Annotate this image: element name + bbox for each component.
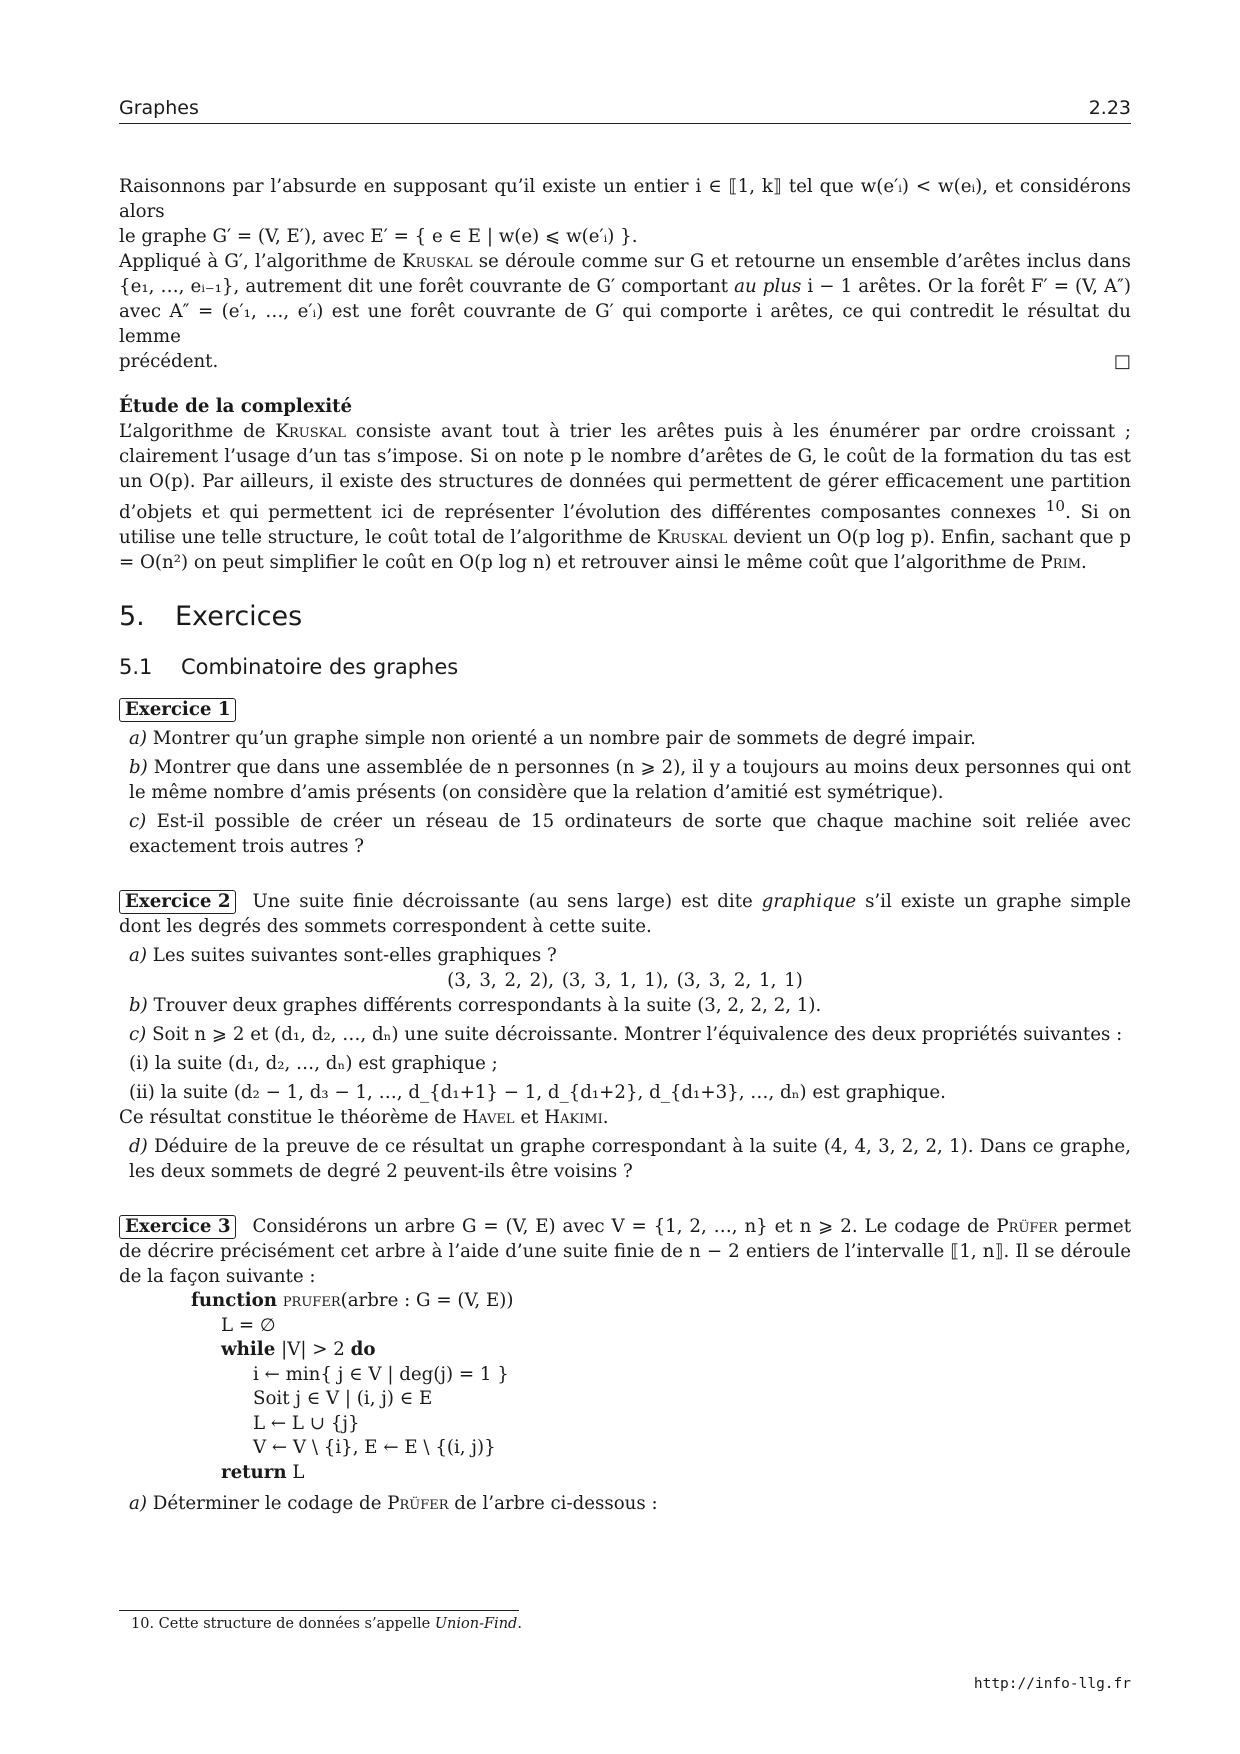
exercise-2-item-b: b) Trouver deux graphes différents correspondants à la suite (3, 2, 2, 2, 1).	[129, 995, 822, 1017]
exercise-2-item-c-ii: (ii) la suite (d₂ − 1, d₃ − 1, …, d_{d₁+1} − 1, d_{d₁+2}, d_{d₁+3}, …, dₙ) est graphique.	[129, 1082, 946, 1104]
algo-signature: function prufer(arbre : G = (V, E))	[191, 1290, 514, 1312]
running-header	[119, 97, 1131, 124]
algo-line-init: L = ∅	[221, 1314, 276, 1336]
algo-line-min: i ← min{ j ∈ V | deg(j) = 1 }	[253, 1363, 509, 1385]
exercise-2-theorem-line: Ce résultat constitue le théorème de Havel et Hakimi.	[119, 1107, 609, 1129]
exercise-1-label: Exercice 1	[119, 698, 236, 722]
name-kruskal: Kruskal	[402, 251, 473, 272]
algo-line-append: L ← L ∪ {j}	[253, 1412, 360, 1434]
site-url: http://info-llg.fr	[973, 1676, 1131, 1692]
exercise-2-display-sequences: (3, 3, 2, 2), (3, 3, 1, 1), (3, 3, 2, 1, 1)	[447, 970, 803, 992]
footnote-ref: 10	[1045, 497, 1066, 515]
proof-paragraph-2: Appliqué à G′, l’algorithme de Kruskal se déroule comme sur G et retourne un ensemble d’arêtes inclus dans {e₁, …, eᵢ₋₁}, autrement dit une forêt couvrante de G′ comportant au plus i − 1 arêtes. Or la forêt F′ = (V, A″) avec A″ = (e′₁, …, e′ᵢ) est une forêt couvrante de G′ qui comporte i arêtes, ce qui contredit le résultat du lemme	[119, 251, 1131, 347]
exercise-2-item-c-i: (i) la suite (d₁, d₂, …, dₙ) est graphique ;	[129, 1053, 498, 1075]
algo-line-return: return L	[221, 1461, 305, 1483]
complexity-paragraph: L’algorithme de Kruskal consiste avant tout à trier les arêtes puis à les énumérer par ordre croissant ; clairement l’usage d’un tas s’impose. Si on note p le nombre d’arêtes de G, le coût de la formation du tas est un O(p). Par ailleurs, il existe des structures de données qui permettent de gérer efficacement une partition d’objets et qui permettent ici de représenter l’évolution des différentes composantes connexes $^{10}$. Si on utilise une telle structure, le coût total de l’algorithme de Kruskal devient un O(p log p). Enfin, sachant que p = O(n²) on peut simplifier le coût en O(p log n) et retrouver ainsi le même coût que l’algorithme de Prim.	[119, 421, 1132, 574]
proof-paragraph-1: Raisonnons par l’absurde en supposant qu’il existe un entier i ∈ ⟦1, k⟧ tel que w(e′ᵢ) < w(eᵢ), et considérons alors le graphe G′ = (V, E′), avec E′ = { e ∈ E | w(e) ⩽ w(e′ᵢ) }.	[119, 176, 1131, 247]
proof-end: précédent. □	[119, 351, 1131, 372]
algo-line-soit: Soit j ∈ V | (i, j) ∈ E	[253, 1388, 433, 1410]
exercise-2-intro: Exercice 2 Une suite finie décroissante (au sens large) est dite graphique s’il existe un graphe simple dont les degrés des sommets correspondent à cette suite.	[119, 891, 1132, 938]
algo-line-remove: V ← V \ {i}, E ← E \ {(i, j)}	[253, 1437, 496, 1459]
exercise-2-item-d: d) Déduire de la preuve de ce résultat un graphe correspondant à la suite (4, 4, 3, 2, 2, 1). Dans ce graphe, les deux sommets de degré 2 peuvent-ils être voisins ?	[129, 1136, 1131, 1183]
exercise-1-item-c: c) Est-il possible de créer un réseau de 15 ordinateurs de sorte que chaque machine soit reliée avec exactement trois autres ?	[129, 811, 1131, 858]
section-heading: 5. Exercices	[119, 601, 303, 633]
page-body	[119, 174, 1131, 1516]
exercise-3-item-a: a) Déterminer le codage de Prüfer de l’arbre ci-dessous :	[129, 1493, 658, 1515]
complexity-heading: Étude de la complexité	[119, 396, 353, 417]
exercise-1-item-b: b) Montrer que dans une assemblée de n personnes (n ⩾ 2), il y a toujours au moins deux personnes qui ont le même nombre d’amis présents (on considère que la relation d’amitié est symétrique).	[129, 757, 1131, 804]
exercise-2-item-a: a) Les suites suivantes sont-elles graphiques ?	[129, 945, 557, 967]
exercise-2-label: Exercice 2	[119, 890, 236, 914]
header-chapter: Graphes	[119, 97, 199, 119]
prufer-algorithm	[119, 1289, 1131, 1485]
exercise-1-label-line	[119, 697, 1131, 722]
footnote: 10. Cette structure de données s’appelle Union-Find.	[131, 1616, 522, 1632]
header-page-number: 2.23	[1088, 97, 1131, 119]
exercise-2-item-c: c) Soit n ⩾ 2 et (d₁, d₂, …, dₙ) une suite décroissante. Montrer l’équivalence des deux propriétés suivantes :	[129, 1024, 1123, 1046]
exercise-3-intro: Exercice 3 Considérons un arbre G = (V, E) avec V = {1, 2, …, n} et n ⩾ 2. Le codage de Prüfer permet de décrire précisément cet arbre à l’aide d’une suite finie de n − 2 entiers de l’intervalle ⟦1, n⟧. Il se déroule de la façon suivante :	[119, 1216, 1132, 1288]
qed-square-icon: □	[1113, 351, 1131, 372]
exercise-3-label: Exercice 3	[119, 1215, 236, 1239]
algo-line-while: while |V| > 2 do	[221, 1339, 376, 1361]
footnote-rule	[119, 1610, 519, 1611]
exercise-1-item-a: a) Montrer qu’un graphe simple non orienté a un nombre pair de sommets de degré impair.	[129, 728, 976, 750]
subsection-heading: 5.1 Combinatoire des graphes	[119, 655, 459, 680]
